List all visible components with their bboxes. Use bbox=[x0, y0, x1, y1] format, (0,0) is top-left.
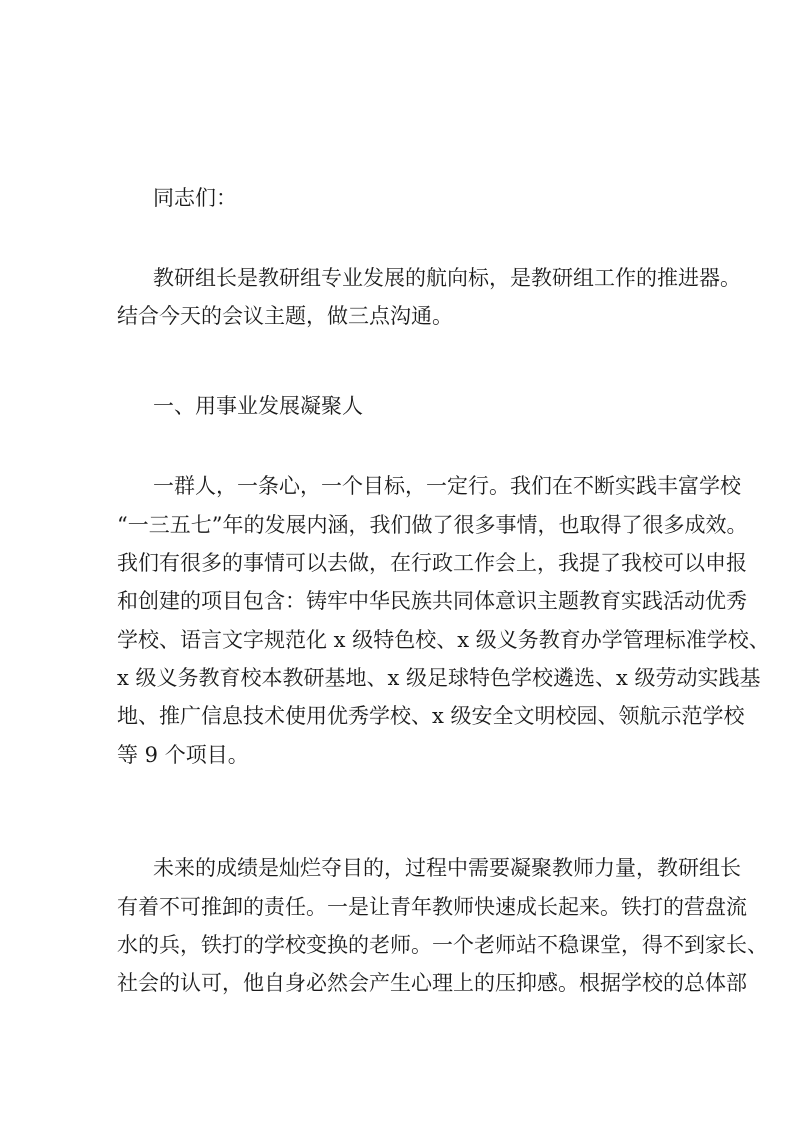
paragraph-2-line-5: 学校、语言文字规范化 x 级特色校、x 级义务教育办学管理标准学校、 bbox=[117, 628, 770, 652]
paragraph-3-line-3: 水的兵，铁打的学校变换的老师。一个老师站不稳课堂，得不到家长、 bbox=[117, 933, 768, 957]
paragraph-2-line-4: 和创建的项目包含：铸牢中华民族共同体意识主题教育实践活动优秀 bbox=[117, 589, 747, 613]
paragraph-3-line-1: 未来的成绩是灿烂夺目的，过程中需要凝聚教师力量，教研组长 bbox=[153, 856, 741, 880]
paragraph-3-line-2: 有着不可推卸的责任。一是让青年教师快速成长起来。铁打的营盘流 bbox=[117, 895, 747, 919]
paragraph-1-line-1: 教研组长是教研组专业发展的航向标，是教研组工作的推进器。 bbox=[153, 266, 741, 290]
section-heading: 一、用事业发展凝聚人 bbox=[153, 394, 363, 418]
salutation: 同志们： bbox=[153, 186, 237, 210]
paragraph-3-line-4: 社会的认可，他自身必然会产生心理上的压抑感。根据学校的总体部 bbox=[117, 971, 747, 995]
paragraph-2-line-2: “一三五七”年的发展内涵，我们做了很多事情，也取得了很多成效。 bbox=[117, 513, 748, 537]
paragraph-2-line-8: 等 9 个项目。 bbox=[117, 743, 249, 767]
paragraph-2-line-6: x 级义务教育校本教研基地、x 级足球特色学校遴选、x 级劳动实践基 bbox=[117, 666, 761, 690]
paragraph-1-line-2: 结合今天的会议主题，做三点沟通。 bbox=[117, 304, 453, 328]
paragraph-2-line-1: 一群人，一条心，一个目标，一定行。我们在不断实践丰富学校 bbox=[153, 474, 741, 498]
paragraph-2-line-7: 地、推广信息技术使用优秀学校、x 级安全文明校园、领航示范学校 bbox=[117, 704, 745, 728]
paragraph-2-line-3: 我们有很多的事情可以去做，在行政工作会上，我提了我校可以申报 bbox=[117, 551, 747, 575]
